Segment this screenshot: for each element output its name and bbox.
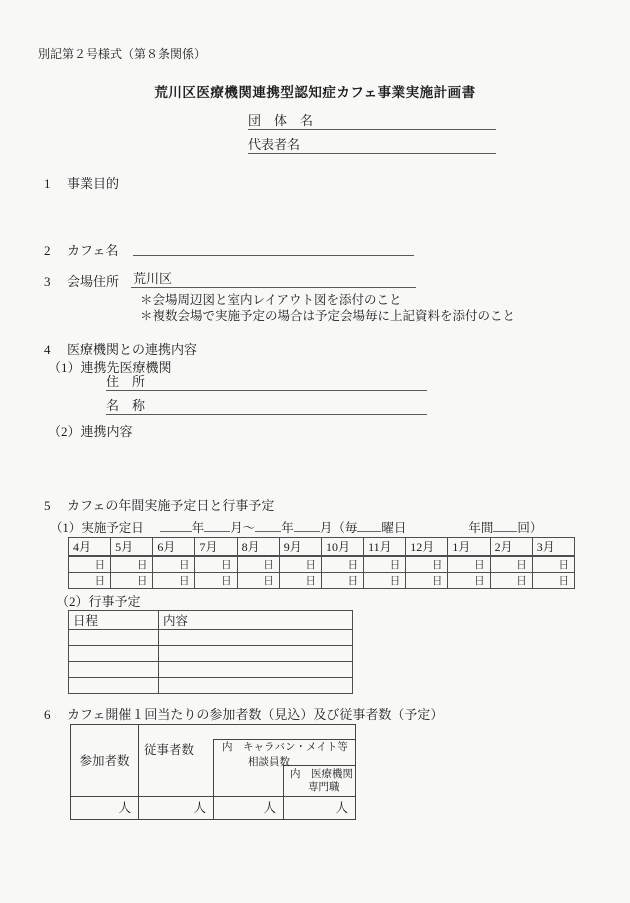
month-from-suffix: 月～ (230, 521, 256, 535)
day-cell: 日 (490, 573, 532, 589)
weekday-suffix: 曜日 (381, 521, 407, 535)
section-3-number: 3 (44, 274, 51, 289)
caravan-mate-label-line2: 相談員数 (248, 757, 290, 768)
day-cell: 日 (406, 556, 448, 573)
month-header: 11月 (364, 538, 406, 557)
events-date-cell (69, 646, 159, 662)
day-cell: 日 (406, 573, 448, 589)
year-from-suffix: 年 (191, 521, 205, 535)
section-4-sub1: （1）連携先医療機関 (48, 360, 172, 375)
day-cell: 日 (448, 556, 490, 573)
staff-count-label: 従事者数 (144, 743, 195, 757)
events-empty-row (69, 662, 353, 678)
section-3-heading (44, 274, 119, 290)
month-header: 4月 (69, 538, 111, 557)
events-empty-row (69, 630, 353, 646)
section-1-title: 事業目的 (67, 176, 120, 191)
medical-name-field (106, 400, 427, 415)
events-empty-row (69, 646, 353, 662)
day-cell: 日 (237, 573, 279, 589)
schedule-line-label: （1）実施予定日 (50, 521, 144, 535)
section-3-title: 会場住所 (67, 274, 120, 289)
day-cell: 日 (111, 573, 153, 589)
day-cell: 日 (153, 556, 195, 573)
medical-name-label: 名 称 (106, 398, 146, 413)
section-4-heading (44, 342, 197, 358)
section-4-title: 医療機関との連携内容 (67, 342, 198, 357)
section-6-number: 6 (44, 707, 51, 722)
weekday-blank (357, 518, 381, 532)
section-5-title: カフェの年間実施予定日と行事予定 (67, 498, 275, 513)
caravan-unit-cell: 人 (263, 801, 276, 815)
venue-address-field (131, 272, 416, 288)
events-table (68, 610, 353, 694)
annual-count-suffix: 回） (517, 521, 543, 535)
events-date-cell (69, 662, 159, 678)
day-cell: 日 (279, 556, 321, 573)
group-name-label: 団 体 名 (248, 113, 314, 128)
day-cell: 日 (279, 573, 321, 589)
month-header: 12月 (406, 538, 448, 557)
day-cell: 日 (364, 556, 406, 573)
section-2-number: 2 (44, 243, 51, 258)
form-number: 別記第２号様式（第８条関係） (38, 47, 207, 61)
section-4-sub2: （2）連携内容 (48, 424, 133, 439)
section-2-heading (44, 243, 118, 259)
month-header: 3月 (532, 538, 574, 557)
section-2-title: カフェ名 (67, 243, 119, 258)
document-title: 荒川区医療機関連携型認知症カフェ事業実施計画書 (154, 85, 476, 100)
participants-count-label: 参加者数 (79, 754, 130, 768)
monthly-day-row (69, 556, 575, 573)
representative-label: 代表者名 (248, 137, 301, 152)
medical-unit-cell: 人 (335, 801, 348, 815)
year-to-blank (255, 518, 281, 532)
year-from-blank (160, 518, 192, 532)
month-header: 6月 (153, 538, 195, 557)
cafe-name-field (133, 241, 414, 256)
day-cell: 日 (364, 573, 406, 589)
venue-note-1: ＊会場周辺図と室内レイアウト図を添付のこと (140, 293, 402, 307)
events-content-cell (159, 678, 353, 694)
day-cell: 日 (69, 556, 111, 573)
group-name-field (248, 112, 496, 130)
day-cell: 日 (321, 556, 363, 573)
month-header: 2月 (490, 538, 532, 557)
medical-specialist-label-line1: 内 医療機関 (290, 769, 353, 780)
month-header: 8月 (237, 538, 279, 557)
day-cell: 日 (490, 556, 532, 573)
venue-address-value: 荒川区 (133, 271, 173, 286)
day-cell: 日 (448, 573, 490, 589)
day-cell: 日 (321, 573, 363, 589)
events-date-cell (69, 678, 159, 694)
representative-field (248, 136, 496, 154)
month-from-blank (204, 518, 230, 532)
section-1-number: 1 (44, 176, 51, 191)
medical-address-label: 住 所 (106, 374, 146, 389)
medical-address-field (106, 376, 427, 391)
day-cell: 日 (153, 573, 195, 589)
schedule-line (50, 518, 542, 536)
caravan-mate-label-line1: 内 キャラバン・メイト等 (222, 742, 348, 753)
section-5-heading (44, 498, 274, 514)
month-header: 10月 (321, 538, 363, 557)
day-cell: 日 (195, 556, 237, 573)
month-header: 7月 (195, 538, 237, 557)
day-cell: 日 (69, 573, 111, 589)
section-5-number: 5 (44, 498, 51, 513)
month-header: 1月 (448, 538, 490, 557)
day-cell: 日 (532, 573, 574, 589)
year-to-suffix: 年 (281, 521, 294, 535)
events-content-cell (159, 630, 353, 646)
monthly-day-row (69, 573, 575, 589)
day-cell: 日 (237, 556, 279, 573)
month-to-blank (294, 518, 320, 532)
events-content-cell (159, 646, 353, 662)
section-6-title: カフェ開催１回当たりの参加者数（見込）及び従事者数（予定） (67, 707, 444, 722)
annual-label: 年間 (468, 521, 494, 535)
section-5-sub2: （2）行事予定 (56, 594, 141, 609)
medical-specialist-label-line2: 専門職 (308, 782, 340, 793)
section-1-heading (44, 176, 119, 192)
annual-count-blank (493, 518, 517, 532)
monthly-schedule-table (68, 537, 575, 589)
month-to-suffix: 月（毎 (319, 521, 358, 535)
section-4-number: 4 (44, 342, 51, 357)
day-cell: 日 (111, 556, 153, 573)
participants-table (70, 724, 356, 820)
participants-unit-cell: 人 (118, 801, 131, 815)
events-header-date: 日程 (69, 611, 159, 630)
staff-unit-cell: 人 (193, 801, 206, 815)
month-header: 9月 (279, 538, 321, 557)
day-cell: 日 (195, 573, 237, 589)
events-content-cell (159, 662, 353, 678)
events-header-content: 内容 (159, 611, 353, 630)
events-date-cell (69, 630, 159, 646)
schedule-spacer (406, 531, 468, 532)
section-6-heading (44, 707, 443, 723)
month-header: 5月 (111, 538, 153, 557)
events-empty-row (69, 678, 353, 694)
events-header-row (69, 611, 353, 630)
monthly-header-row (69, 538, 575, 557)
venue-note-2: ＊複数会場で実施予定の場合は予定会場毎に上記資料を添付のこと (140, 309, 516, 323)
day-cell: 日 (532, 556, 574, 573)
